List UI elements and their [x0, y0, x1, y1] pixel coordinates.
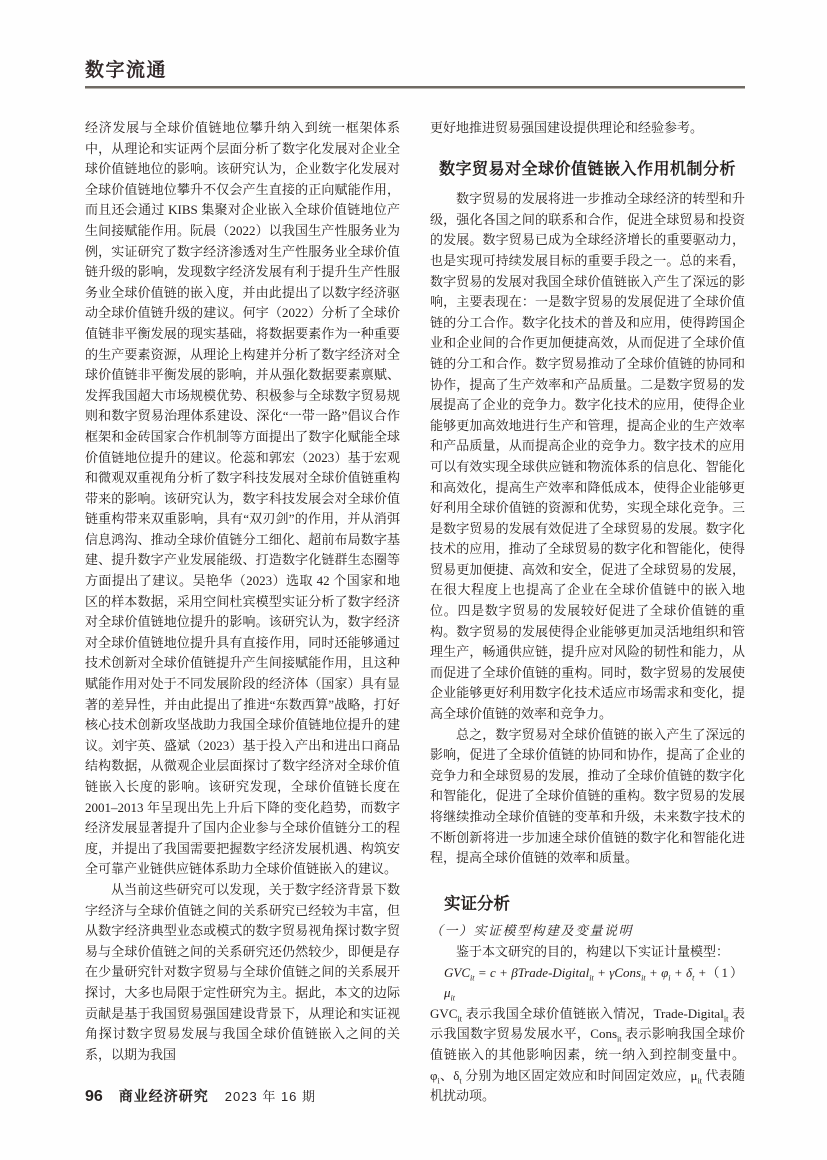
subsection-heading-model-variables: （一）实证模型构建及变量说明 [430, 923, 634, 939]
paragraph-continuation: 更好地推进贸易强国建设提供理论和经验参考。 [430, 120, 704, 135]
equation-1 [430, 963, 745, 1004]
page-footer [85, 1086, 316, 1106]
paragraph-variable-explanation: $GVC_{it}$ 表示我国全球价值链嵌入情况，Trade-Digital$_{it}$ 表示我国数字贸易发展水平，Cons$_{it}$ 表示影响我国全球价值链嵌入的其他影响因素，统一纳入到控制变量中。$\varphi_i$、$\delta_t$ 分别为地区固定效应和时间固定效应，$\mu_{it}$ 代表随机扰动项。 [430, 1005, 745, 1104]
paragraph-research-gap: 从当前这些研究可以发现，关于数字经济背景下数字经济与全球价值链之间的关系研究已经较为丰富，但从数字经济典型业态或模式的数字贸易视角探讨数字贸易与全球价值链之间的关系研究还仍然较少，即便是存在少量研究针对数字贸易与全球价值链之间的关系展开探讨，大多也局限于定性研究为主。据此，本文的边际贡献是基于我国贸易强国建设背景下，从理论和实证视角探讨数字贸易发展与我国全球价值链嵌入之间的关系，以期为我国 [85, 881, 400, 1062]
article-body [85, 118, 745, 1107]
paragraph-literature-review: 经济发展与全球价值链地位攀升纳入到统一框架体系中，从理论和实证两个层面分析了数字化发展对企业全球价值链地位的影响。该研究认为，企业数字化发展对全球价值链地位攀升不仅会产生直接的正向赋能作用，而且还会通过 KIBS 集聚对企业嵌入全球价值链地位产生间接赋能作用。阮晨（2022）以我国生产性服务业为例，实证研究了数字经济渗透对生产性服务业全球价值链升级的影响，发现数字经济发展有利于提升生产性服务业全球价值链的嵌入度，并由此提出了以数字经济驱动全球价值链升级的建议。何宇（2022）分析了全球价值链非平衡发展的现实基础，将数据要素作为一种重要的生产要素资源，从理论上构建并分析了数字经济对全球价值链非平衡发展的影响，并从强化数据要素禀赋、发挥我国超大市场规模优势、积极参与全球数字贸易规则和数字贸易治理体系建设、深化“一带一路”倡议合作框架和金砖国家合作机制等方面提出了数字化赋能全球价值链地位提升的建议。伦蕊和郭宏（2023）基于宏观和微观双重视角分析了数字科技发展对全球价值链重构带来的影响。该研究认为，数字科技发展会对全球价值链重构带来双重影响，具有“双刃剑”的作用，并从消弭信息鸿沟、推动全球价值链分工细化、超前布局数字基建、提升数字产业发展能级、打造数字化链群生态圈等方面提出了建议。吴艳华（2023）选取 42 个国家和地区的样本数据，采用空间杜宾模型实证分析了数字经济对全球价值链地位提升的影响。该研究认为，数字经济对全球价值链地位提升具有直接作用，同时还能够通过技术创新对全球价值链提升产生间接赋能作用，且这种赋能作用对处于不同发展阶段的经济体（国家）具有显著的差异性，并由此提出了推进“东数西算”战略，打好核心技术创新攻坚战助力我国全球价值链地位提升的建议。刘宇英、盛斌（2023）基于投入产出和进出口商品结构数据，从微观企业层面探讨了数字经济对全球价值链嵌入长度的影响。该研究发现，全球价值链长度在 2001–2013 年呈现出先上升后下降的变化趋势，而数字经济发展显著提升了国内企业参与全球价值链分工的程度，并提出了我国需要把握数字经济发展机遇、构筑安全可靠产业链供应链体系助力全球价值链嵌入的建议。 [85, 120, 400, 877]
paragraph-model-intro: 鉴于本文研究的目的，构建以下实证计量模型： [456, 943, 730, 959]
masthead-section-label: 数字流通 [85, 60, 168, 81]
masthead-divider [85, 86, 745, 89]
paragraph-mechanism-1: 数字贸易的发展将进一步推动全球经济的转型和升级，强化各国之间的联系和合作，促进全球贸易和投资的发展。数字贸易已成为全球经济增长的重要驱动力，也是实现可持续发展目标的重要手段之一。总的来看，数字贸易的发展对我国全球价值链嵌入产生了深远的影响，主要表现在：一是数字贸易的发展促进了全球价值链的分工合作。数字化技术的普及和应用，使得跨国企业和企业间的合作更加便捷高效，从而促进了全球价值链的分工和合作。数字贸易推动了全球价值链的协同和协作，提高了生产效率和产品质量。二是数字贸易的发展提高了企业的竞争力。数字化技术的应用，使得企业能够更加高效地进行生产和管理，提高企业的生产效率和产品质量，从而提高企业的竞争力。数字技术的应用可以有效实现全球供应链和物流体系的信息化、智能化和高效化，提高生产效率和降低成本，使得企业能够更好利用全球价值链的资源和优势，实现全球化竞争。三是数字贸易的发展有效促进了全球贸易的发展。数字化技术的应用，推动了全球贸易的数字化和智能化，使得贸易更加便捷、高效和安全，促进了全球贸易的发展，在很大程度上也提高了企业在全球价值链中的嵌入地位。四是数字贸易的发展较好促进了全球价值链的重构。数字贸易的发展使得企业能够更加灵活地组织和管理生产，畅通供应链，提升应对风险的韧性和能力，从而促进了全球价值链的重构。同时，数字贸易的发展使企业能够更好利用数字化技术适应市场需求和变化，提高全球价值链的效率和竞争力。 [430, 191, 745, 722]
section-heading-empirical-analysis: 实证分析 [444, 894, 510, 913]
footer-page-number: 96 [85, 1088, 103, 1105]
left-column [85, 118, 400, 1107]
section-heading-mechanism-analysis: 数字贸易对全球价值链嵌入作用机制分析 [438, 160, 736, 178]
equation-body: $GVC_{it} = c$ + βTrade-Digital$_{it}$ + γCons$_{it}$ + $\varphi_i + \delta_t + \mu_{it}$ [444, 964, 707, 1003]
footer-journal-name: 商业经济研究 [118, 1088, 209, 1104]
right-column [430, 118, 745, 1107]
equation-number: （1） [706, 964, 745, 980]
footer-issue-info: 2023 年 16 期 [224, 1089, 317, 1104]
paragraph-mechanism-2: 总之，数字贸易对全球价值链的嵌入产生了深远的影响，促进了全球价值链的协同和协作，提高了企业的竞争力和全球贸易的发展，推动了全球价值链的数字化和智能化，促进了全球价值链的重构。数字贸易的发展将继续推动全球价值链的变革和升级，未来数字技术的不断创新将进一步加速全球价值链的数字化和智能化进程，提高全球价值链的效率和质量。 [430, 726, 745, 866]
